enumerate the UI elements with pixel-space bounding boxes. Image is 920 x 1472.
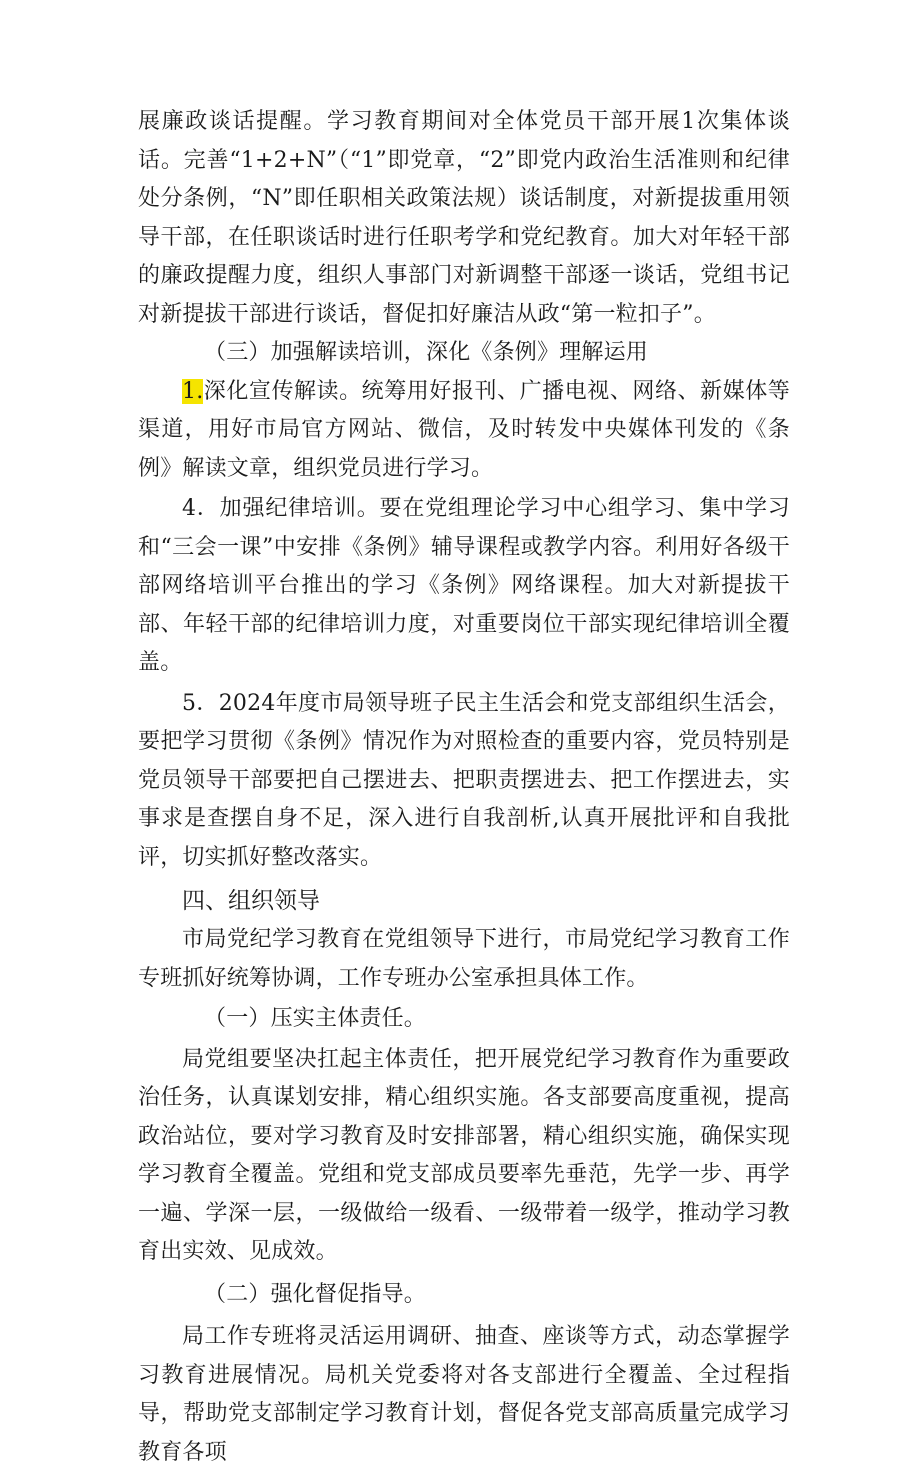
paragraph-talk-system: 展廉政谈话提醒。学习教育期间对全体党员干部开展1次集体谈话。完善“1+2+N”（“1”即党章，“2”即党内政治生活准则和纪律处分条例，“N”即任职相关政策法规）谈话制度，对新提拔重用领导干部，在任职谈话时进行任职考学和党纪教育。加大对年轻干部的廉政提醒力度，组织人事部门对新调整干部逐一谈话，党组书记对新提拔干部进行谈话，督促扣好廉洁从政“第一粒扣子”。 [138,109,790,327]
item-1-text: 深化宣传解读。统筹用好报刊、广播电视、网络、新媒体等渠道，用好市局官方网站、微信，及时转发中央媒体刊发的《条例》解读文章，组织党员进行学习。 [138,378,790,481]
paragraph-supervision: 局工作专班将灵活运用调研、抽查、座谈等方式，动态掌握学习教育进展情况。局机关党委将对各支部进行全覆盖、全过程指导，帮助党支部制定学习教育计划，督促各党支部高质量完成学习教育各项 [138,1324,790,1465]
paragraph-responsibility: 局党组要坚决扛起主体责任，把开展党纪学习教育作为重要政治任务，认真谋划安排，精心组织实施。各支部要高度重视，提高政治站位，要对学习教育及时安排部署，精心组织实施，确保实现学习教育全覆盖。党组和党支部成员要率先垂范，先学一步、再学一遍、学深一层，一级做给一级看、一级带着一级学，推动学习教育出实效、见成效。 [138,1046,790,1264]
document-body [138,103,790,1472]
subheading-responsibility: （一）压实主体责任。 [204,1006,427,1031]
subheading-supervision: （二）强化督促指导。 [204,1281,427,1307]
paragraph-leadership-lead: 市局党纪学习教育在党组领导下进行，市局党纪学习教育工作专班抓好统筹协调，工作专班办公室承担具体工作。 [138,927,790,991]
item-1-publicity [138,373,790,489]
section-heading-leadership: 四、组织领导 [182,888,320,914]
item-5-life-meeting: 5．2024年度市局领导班子民主生活会和党支部组织生活会，要把学习贯彻《条例》情况作为对照检查的重要内容，党员特别是党员领导干部要把自己摆进去、把职责摆进去、把工作摆进去，实事求是查摆自身不足，深入进行自我剖析,认真开展批评和自我批评，切实抓好整改落实。 [138,690,790,870]
subheading-training: （三）加强解读培训，深化《条例》理解运用 [204,340,649,365]
highlighted-number: 1. [182,378,204,404]
item-4-discipline-training: 4．加强纪律培训。要在党组理论学习中心组学习、集中学习和“三会一课”中安排《条例》辅导课程或教学内容。利用好各级干部网络培训平台推出的学习《条例》网络课程。加大对新提拔干部、年轻干部的纪律培训力度，对重要岗位干部实现纪律培训全覆盖。 [138,496,790,675]
